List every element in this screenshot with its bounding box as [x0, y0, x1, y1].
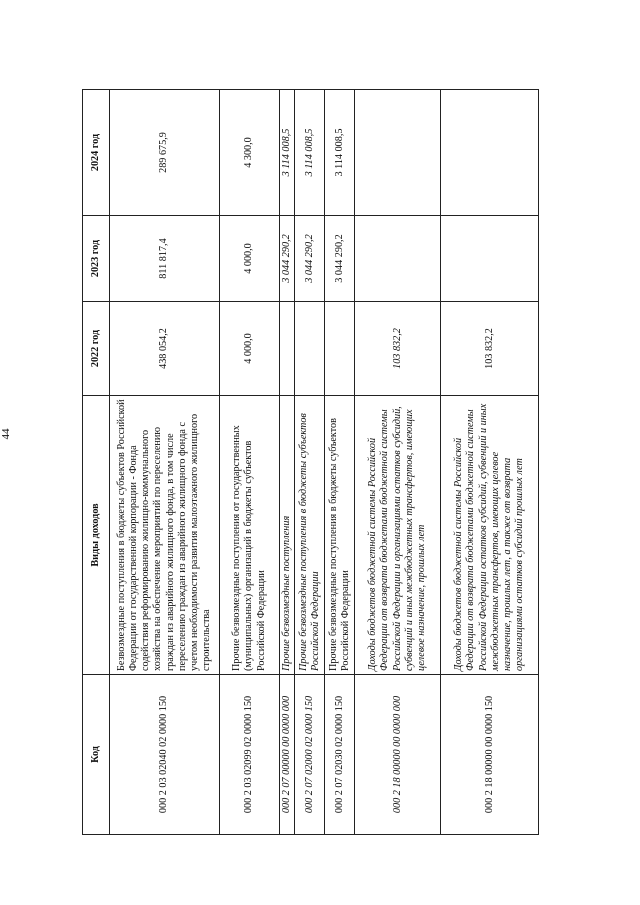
row-value-2022: 4 000,0 — [220, 302, 280, 396]
table-row — [295, 90, 325, 835]
row-description: Прочие безвозмездные поступления от государственных (муниципальных) организаций в бюджеты субъектов Российской Федерации — [220, 396, 280, 675]
row-code: 000 2 07 02030 02 0000 150 — [325, 675, 355, 835]
row-value-2022 — [280, 302, 295, 396]
row-value-2022 — [295, 302, 325, 396]
row-value-2024 — [441, 90, 539, 216]
row-description: Прочие безвозмездные поступления в бюджеты субъектов Российской Федерации — [325, 396, 355, 675]
row-value-2024 — [355, 90, 441, 216]
header-revenue-type: Виды доходов — [83, 396, 110, 675]
row-value-2023: 3 044 290,2 — [295, 216, 325, 302]
row-value-2022: 438 054,2 — [110, 302, 220, 396]
table-row — [325, 90, 355, 835]
row-code: 000 2 03 02099 02 0000 150 — [220, 675, 280, 835]
row-value-2022: 103 832,2 — [441, 302, 539, 396]
row-description: Доходы бюджетов бюджетной системы Российской Федерации от возврата бюджетами бюджетной системы Российской Федерации и организациями остатков субсидий, субвенций и иных межбюджетных трансфертов, имеющих целевое назначение, прошлых лет — [355, 396, 441, 675]
row-value-2022: 103 832,2 — [355, 302, 441, 396]
row-value-2023: 3 044 290,2 — [325, 216, 355, 302]
row-value-2024: 3 114 008,5 — [295, 90, 325, 216]
row-value-2023: 811 817,4 — [110, 216, 220, 302]
row-code: 000 2 07 00000 00 0000 000 — [280, 675, 295, 835]
row-value-2024: 3 114 008,5 — [325, 90, 355, 216]
row-value-2024: 3 114 008,5 — [280, 90, 295, 216]
row-value-2023 — [355, 216, 441, 302]
row-code: 000 2 03 02040 02 0000 150 — [110, 675, 220, 835]
table-row — [441, 90, 539, 835]
row-value-2023: 3 044 290,2 — [280, 216, 295, 302]
table-row — [355, 90, 441, 835]
table-row — [280, 90, 295, 835]
header-2023: 2023 год — [83, 216, 110, 302]
rotated-page-content — [82, 90, 539, 835]
row-description: Прочие безвозмездные поступления в бюджеты субъектов Российской Федерации — [295, 396, 325, 675]
row-description: Доходы бюджетов бюджетной системы Российской Федерации от возврата бюджетами бюджетной системы Российской Федерации остатков субсидий, субвенций и иных межбюджетных трансфертов, имеющих целевое назначение, прошлых лет, а также от возврата организациями остатков субсидий прошлых лет — [441, 396, 539, 675]
row-value-2023: 4 000,0 — [220, 216, 280, 302]
row-description: Безвозмездные поступления в бюджеты субъектов Российской Федерации от государственной корпорации - Фонда содействия реформированию жилищно-коммунального хозяйства на обеспечение мероприятий по переселению граждан из аварийного жилищного фонда, в том числе переселению граждан из аварийного жилищного фонда с учетом необходимости развития малоэтажного жилищного строительства — [110, 396, 220, 675]
row-description: Прочие безвозмездные поступления — [280, 396, 295, 675]
table-row — [220, 90, 280, 835]
row-code: 000 2 07 02000 02 0000 150 — [295, 675, 325, 835]
row-code: 000 2 18 00000 00 0000 150 — [441, 675, 539, 835]
table-row — [110, 90, 220, 835]
header-code: Код — [83, 675, 110, 835]
row-value-2024: 289 675,9 — [110, 90, 220, 216]
revenue-table — [82, 89, 539, 835]
row-value-2024: 4 300,0 — [220, 90, 280, 216]
page-number: 44 — [0, 428, 12, 440]
row-code: 000 2 18 00000 00 0000 000 — [355, 675, 441, 835]
header-2022: 2022 год — [83, 302, 110, 396]
row-value-2023 — [441, 216, 539, 302]
header-2024: 2024 год — [83, 90, 110, 216]
table-header-row — [83, 90, 110, 835]
row-value-2022 — [325, 302, 355, 396]
